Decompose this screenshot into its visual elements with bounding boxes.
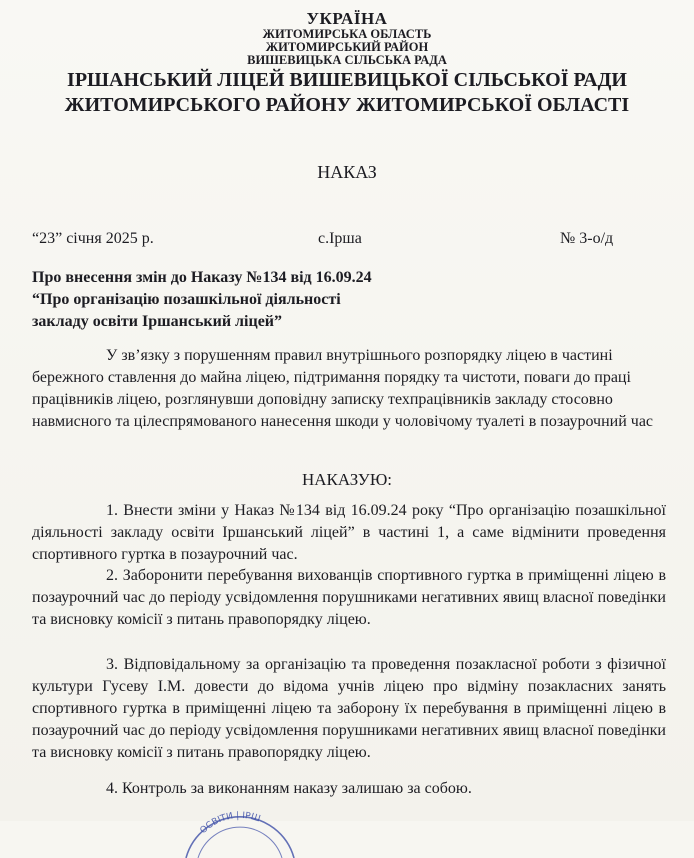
- header-region: ЖИТОМИРСЬКА ОБЛАСТЬ: [262, 26, 432, 41]
- header-school-line1: ІРШАНСЬКИЙ ЛІЦЕЙ ВИШЕВИЦЬКОЇ СІЛЬСЬКОЇ РАДИ: [67, 69, 627, 92]
- document-subject: [32, 267, 632, 333]
- order-item-1: 1. Внести зміни у Наказ №134 від 16.09.24 року “Про організацію позашкільної діяльності закладу освіти Іршанський ліцей” в частині 1, а саме відмінити проведення спортивного гуртка в позаурочний час.: [32, 502, 666, 563]
- header-district: ЖИТОМИРСЬКИЙ РАЙОН: [265, 39, 429, 54]
- document-type-title: НАКАЗ: [317, 162, 377, 182]
- order-item-2: 2. Заборонити перебування вихованців спортивного гуртка в приміщенні ліцею в позаурочний час до періоду усвідомлення порушниками негативних явищ власної поведінки та висновку комісії з питань правопорядку ліцею.: [32, 567, 666, 628]
- document-date: “23” січня 2025 р.: [32, 230, 154, 247]
- svg-text:ОСВІТИ | ІРШ: [198, 811, 261, 836]
- document-preamble: У зв’язку з порушенням правил внутрішнього розпорядку ліцею в частині бережного ставлення до майна ліцею, підтримання порядку та чистоти, поваги до праці працівників ліцею, розглянувши доповідну записку техпрацівників закладу стосовно навмисного та цілеспрямованого нанесення шкоди у чоловічому туалеті в позаурочний час: [32, 347, 654, 430]
- stamp-text: ОСВІТИ | ІРШ: [198, 810, 262, 837]
- order-item-4: 4. Контроль за виконанням наказу залишаю за собою.: [106, 780, 472, 797]
- document-header: [0, 10, 694, 117]
- subject-line2: “Про організацію позашкільної діяльності: [32, 291, 341, 308]
- order-word: НАКАЗУЮ:: [301, 470, 393, 489]
- document-place: с.Ірша: [318, 230, 362, 247]
- subject-line3: закладу освіти Іршанський ліцей”: [32, 313, 283, 330]
- order-item-3: 3. Відповідальному за організацію та проведення позакласної роботи з фізичної культури Гусеву І.М. довести до відома учнів ліцею про відміну позакласних занять спортивного гуртка в приміщенні ліцею та заборону їх перебування в приміщенні ліцею в позаурочний час до періоду усвідомлення порушниками негативних явищ власної поведінки та висновку комісії з питань правопорядку ліцею.: [32, 656, 666, 761]
- header-country: УКРАЇНА: [306, 9, 388, 28]
- subject-line1: Про внесення змін до Наказу №134 від 16.09.24: [32, 269, 372, 286]
- header-council: ВИШЕВИЦЬКА СІЛЬСЬКА РАДА: [247, 53, 447, 68]
- header-school-line2: ЖИТОМИРСЬКОГО РАЙОНУ ЖИТОМИРСЬКОЇ ОБЛАСТІ: [64, 94, 630, 117]
- document-number: № 3-о/д: [560, 230, 614, 247]
- official-stamp-icon: [180, 798, 300, 858]
